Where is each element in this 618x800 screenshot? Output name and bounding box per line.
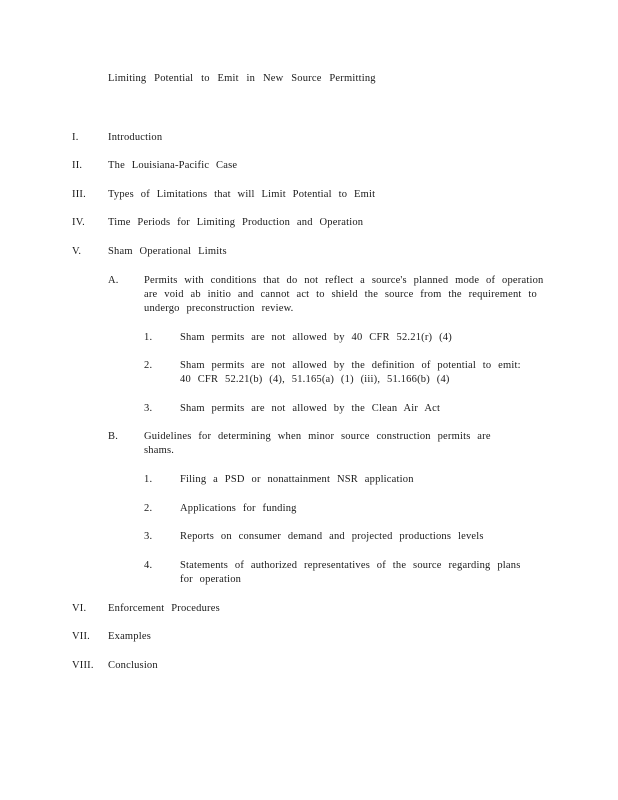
section-2-number: II.: [72, 160, 83, 171]
item-a2-text-line-1: Sham permits are not allowed by the definition of potential to emit:: [180, 360, 521, 371]
section-4-number: IV.: [72, 217, 85, 228]
item-a2-text-line-2: 40 CFR 52.21(b) (4), 51.165(a) (1) (iii), 51.166(b) (4): [180, 374, 450, 385]
subsection-a-number: A.: [108, 275, 119, 286]
item-b3-number: 3.: [144, 531, 153, 542]
subsection-a-text-line-3: undergo preconstruction review.: [144, 303, 294, 314]
section-8-number: VIII.: [72, 660, 94, 671]
item-b4-text-line-2: for operation: [180, 574, 242, 585]
item-b4-number: 4.: [144, 560, 153, 571]
item-a2-number: 2.: [144, 360, 153, 371]
subsection-a-text-line-2: are void ab initio and cannot act to shield the source from the requirement to: [144, 289, 537, 300]
subsection-b-text-line-2: shams.: [144, 445, 175, 456]
item-a1-number: 1.: [144, 332, 153, 343]
document-title: Limiting Potential to Emit in New Source Permitting: [108, 73, 376, 84]
section-4-heading: Time Periods for Limiting Production and Operation: [108, 217, 364, 228]
item-b1-number: 1.: [144, 474, 153, 485]
section-1-heading: Introduction: [108, 132, 163, 143]
subsection-b-text-line-1: Guidelines for determining when minor source construction permits are: [144, 431, 491, 442]
item-b3-text: Reports on consumer demand and projected productions levels: [180, 531, 484, 542]
item-b2-number: 2.: [144, 503, 153, 514]
section-6-heading: Enforcement Procedures: [108, 603, 220, 614]
section-5-heading: Sham Operational Limits: [108, 246, 227, 257]
item-a3-number: 3.: [144, 403, 153, 414]
section-3-number: III.: [72, 189, 86, 200]
section-6-number: VI.: [72, 603, 87, 614]
section-7-number: VII.: [72, 631, 91, 642]
section-1-number: I.: [72, 132, 79, 143]
subsection-a-text-line-1: Permits with conditions that do not reflect a source's planned mode of operation: [144, 275, 544, 286]
section-5-number: V.: [72, 246, 82, 257]
section-8-heading: Conclusion: [108, 660, 158, 671]
subsection-b-number: B.: [108, 431, 119, 442]
item-b1-text: Filing a PSD or nonattainment NSR application: [180, 474, 414, 485]
section-2-heading: The Louisiana-Pacific Case: [108, 160, 238, 171]
section-7-heading: Examples: [108, 631, 152, 642]
item-b2-text: Applications for funding: [180, 503, 297, 514]
section-3-heading: Types of Limitations that will Limit Potential to Emit: [108, 189, 376, 200]
item-b4-text-line-1: Statements of authorized representatives of the source regarding plans: [180, 560, 521, 571]
item-a1-text: Sham permits are not allowed by 40 CFR 52.21(r) (4): [180, 332, 452, 343]
item-a3-text: Sham permits are not allowed by the Clean Air Act: [180, 403, 441, 414]
